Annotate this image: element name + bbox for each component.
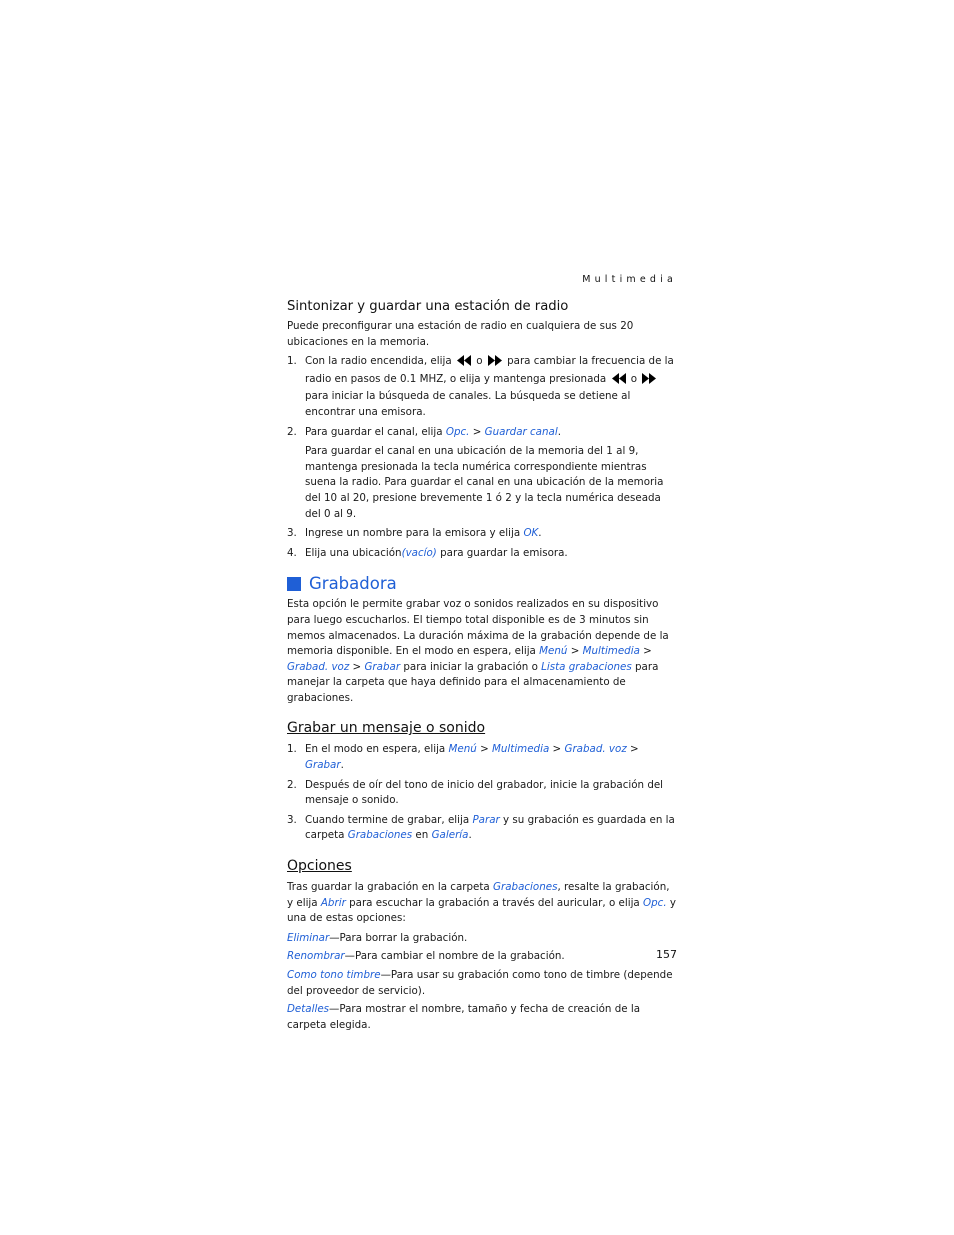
section-heading-opciones: Opciones bbox=[287, 858, 352, 875]
text: o bbox=[476, 355, 483, 368]
text: , resalte la grabación, y elija bbox=[287, 881, 670, 909]
step-text bbox=[305, 546, 677, 562]
section-heading-grabadora bbox=[287, 573, 677, 595]
text: . bbox=[340, 759, 344, 772]
step-number: 2. bbox=[287, 778, 297, 791]
menu-link-opc[interactable]: Opc. bbox=[643, 896, 667, 909]
step-number: 1. bbox=[287, 743, 297, 756]
step-text bbox=[305, 526, 677, 542]
option-item bbox=[287, 931, 677, 947]
menu-link-parar[interactable]: Parar bbox=[472, 813, 500, 826]
steps-list bbox=[287, 742, 677, 844]
menu-link-guardar-canal[interactable]: Guardar canal bbox=[484, 425, 558, 438]
step-text: Después de oír del tono de inicio del grabador, inicie la grabación del mensaje o sonido. bbox=[305, 778, 664, 807]
separator: > bbox=[480, 743, 489, 756]
step-text bbox=[305, 354, 677, 420]
list-item bbox=[287, 742, 677, 773]
step-text bbox=[305, 425, 677, 441]
option-renombrar[interactable]: Renombrar bbox=[287, 950, 345, 963]
grabadora-paragraph bbox=[287, 597, 677, 706]
text: Con la radio encendida, elija bbox=[305, 355, 452, 368]
step-number: 3. bbox=[287, 527, 297, 540]
menu-link-multimedia[interactable]: Multimedia bbox=[582, 645, 640, 658]
menu-link-vacio[interactable]: (vacío) bbox=[401, 546, 437, 559]
menu-link-grabar[interactable]: Grabar bbox=[305, 759, 341, 772]
fast-forward-icon bbox=[642, 373, 656, 390]
page-number: 157 bbox=[656, 948, 677, 961]
list-item bbox=[287, 546, 677, 562]
text: . bbox=[557, 425, 561, 438]
section-heading-grabar-mensaje: Grabar un mensaje o sonido bbox=[287, 720, 486, 737]
step-number: 1. bbox=[287, 355, 297, 368]
text: En el modo en espera, elija bbox=[305, 743, 446, 756]
text: Tras guardar la grabación en la carpeta bbox=[287, 881, 490, 894]
text: Elija una ubicación bbox=[305, 546, 402, 559]
rewind-icon bbox=[612, 373, 626, 390]
list-item bbox=[287, 778, 677, 809]
step-text bbox=[305, 742, 677, 773]
running-head: Multimedia bbox=[582, 274, 677, 285]
menu-link-grabad-voz[interactable]: Grabad. voz bbox=[287, 660, 350, 673]
option-item bbox=[287, 949, 677, 965]
rewind-icon bbox=[457, 355, 471, 372]
menu-link-grabad-voz[interactable]: Grabad. voz bbox=[564, 743, 627, 756]
text: en bbox=[415, 829, 429, 842]
separator: > bbox=[570, 645, 580, 658]
text: Ingrese un nombre para la emisora y elija bbox=[305, 527, 521, 540]
list-item bbox=[287, 526, 677, 542]
separator: > bbox=[630, 743, 639, 756]
option-detalles[interactable]: Detalles bbox=[287, 1003, 330, 1016]
option-item bbox=[287, 968, 677, 999]
text: para iniciar la grabación o bbox=[403, 660, 538, 673]
option-item bbox=[287, 1002, 677, 1033]
option-desc: —Para cambiar el nombre de la grabación. bbox=[344, 950, 565, 963]
section-square-icon bbox=[287, 577, 301, 591]
text: . bbox=[538, 527, 542, 540]
menu-link-grabaciones[interactable]: Grabaciones bbox=[493, 881, 558, 894]
step-number: 2. bbox=[287, 425, 297, 438]
text: . bbox=[468, 829, 472, 842]
menu-link-multimedia[interactable]: Multimedia bbox=[492, 743, 550, 756]
text: para escuchar la grabación a través del auricular, o elija bbox=[349, 896, 640, 909]
menu-link-grabar[interactable]: Grabar bbox=[364, 660, 401, 673]
menu-link-grabaciones[interactable]: Grabaciones bbox=[347, 829, 413, 842]
option-desc: —Para mostrar el nombre, tamaño y fecha de creación de la carpeta elegida. bbox=[287, 1003, 641, 1031]
step-number: 3. bbox=[287, 813, 297, 826]
list-item bbox=[287, 425, 677, 441]
text: para iniciar la búsqueda de canales. La búsqueda se detiene al encontrar una emisora. bbox=[305, 390, 631, 418]
menu-link-menu[interactable]: Menú bbox=[539, 645, 568, 658]
separator: > bbox=[352, 660, 362, 673]
option-desc: —Para borrar la grabación. bbox=[329, 931, 468, 944]
step-text bbox=[305, 813, 677, 844]
step-number: 4. bbox=[287, 546, 297, 559]
menu-link-menu[interactable]: Menú bbox=[448, 743, 477, 756]
menu-link-galeria[interactable]: Galería bbox=[431, 829, 469, 842]
step2-detail-paragraph: Para guardar el canal en una ubicación de la memoria del 1 al 9, mantenga presionada la tecla numérica correspondiente mientras suena la radio. Para guardar el canal en una ubicación de la memoria del 10 al 20, presione brevemente 1 ó 2 y la tecla numérica deseada del 0 al 9. bbox=[305, 445, 664, 520]
text: para guardar la emisora. bbox=[440, 546, 568, 559]
list-item bbox=[287, 813, 677, 844]
text: para manejar la carpeta que haya definido para el almacenamiento de grabaciones. bbox=[287, 660, 659, 704]
menu-link-abrir[interactable]: Abrir bbox=[320, 896, 346, 909]
section-heading-sintonizar: Sintonizar y guardar una estación de radio bbox=[287, 299, 569, 314]
text: o bbox=[630, 372, 638, 385]
text: y su grabación es guardada en la carpeta bbox=[305, 813, 675, 842]
separator: > bbox=[552, 743, 562, 756]
separator: > bbox=[643, 645, 652, 658]
menu-link-lista-grabaciones[interactable]: Lista grabaciones bbox=[541, 660, 632, 673]
option-desc: —Para usar su grabación como tono de timbre (depende del proveedor de servicio). bbox=[287, 969, 673, 997]
text: para cambiar la frecuencia de la radio en pasos de 0.1 MHZ, o elija y mantenga presionada bbox=[305, 355, 674, 385]
menu-link-ok[interactable]: OK bbox=[523, 527, 539, 540]
text: Cuando termine de grabar, elija bbox=[305, 813, 470, 826]
opciones-paragraph bbox=[287, 880, 677, 927]
fast-forward-icon bbox=[488, 355, 502, 372]
text: Esta opción le permite grabar voz o sonidos realizados en su dispositivo para luego escucharlos. El tiempo total disponible es de 3 minutos sin memos almacenados. La duración máxima de la grabación depende de la memoria disponible. En el modo en espera, elija bbox=[287, 598, 669, 658]
menu-link-opc[interactable]: Opc. bbox=[445, 425, 470, 438]
list-item bbox=[287, 354, 677, 420]
intro-paragraph: Puede preconfigurar una estación de radio en cualquiera de sus 20 ubicaciones en la memoria. bbox=[287, 320, 634, 348]
steps-list bbox=[287, 354, 677, 440]
page-content bbox=[287, 297, 677, 1036]
text: y una de estas opciones: bbox=[287, 896, 676, 925]
separator: > bbox=[472, 425, 482, 438]
steps-list bbox=[287, 526, 677, 561]
option-como-tono-timbre[interactable]: Como tono timbre bbox=[287, 969, 381, 981]
heading-text: Grabadora bbox=[309, 574, 397, 594]
text: Para guardar el canal, elija bbox=[305, 425, 443, 438]
option-eliminar[interactable]: Eliminar bbox=[287, 931, 330, 944]
